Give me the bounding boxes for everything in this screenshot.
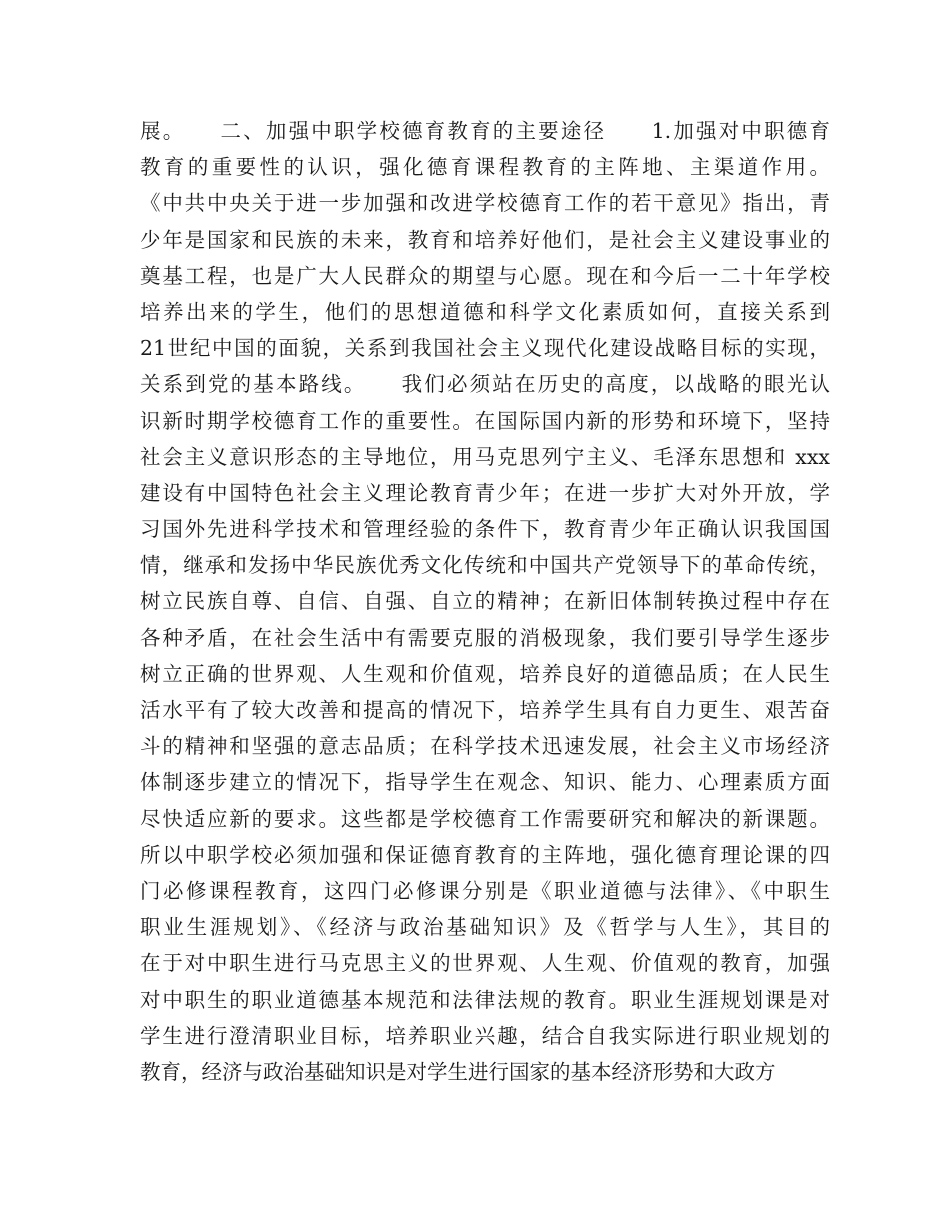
text-line: 所以中职学校必须加强和保证德育教育的主阵地，强化德育理论课的四 bbox=[140, 842, 830, 867]
text-line: 职业生涯规划》、《经济与政治基础知识》及《哲学与人生》，其目的 bbox=[140, 915, 830, 940]
text-line: 学生进行澄清职业目标，培养职业兴趣，结合自我实际进行职业规划的 bbox=[140, 1023, 830, 1048]
text-line: 21世纪中国的面貌，关系到我国社会主义现代化建设战略目标的实现， bbox=[140, 336, 830, 361]
text-line: 关系到党的基本路线。 我们必须站在历史的高度，以战略的眼光认 bbox=[140, 372, 830, 397]
text-line: 教育，经济与政治基础知识是对学生进行国家的基本经济形势和大政方 bbox=[140, 1059, 776, 1084]
text-line: 门必修课程教育，这四门必修课分别是《职业道德与法律》、《中职生 bbox=[140, 878, 830, 903]
text-line: 少年是国家和民族的未来，教育和培养好他们，是社会主义建设事业的 bbox=[140, 227, 830, 252]
text-line: 建设有中国特色社会主义理论教育青少年；在进一步扩大对外开放，学 bbox=[140, 480, 830, 505]
text-line: 体制逐步建立的情况下，指导学生在观念、知识、能力、心理素质方面 bbox=[140, 770, 830, 795]
text-line: 活水平有了较大改善和提高的情况下，培养学生具有自力更生、艰苦奋 bbox=[140, 698, 830, 722]
text-line: 在于对中职生进行马克思主义的世界观、人生观、价值观的教育，加强 bbox=[140, 951, 830, 976]
text-line: 识新时期学校德育工作的重要性。在国际国内新的形势和环境下，坚持 bbox=[140, 408, 830, 433]
text-line: 树立正确的世界观、人生观和价值观，培养良好的道德品质；在人民生 bbox=[140, 661, 830, 686]
body-text bbox=[140, 113, 830, 1090]
text-line: 社会主义意识形态的主导地位，用马克思列宁主义、毛泽东思想和 xxx bbox=[140, 444, 830, 469]
text-line: 习国外先进科学技术和管理经验的条件下，教育青少年正确认识我国国 bbox=[140, 517, 830, 542]
text-line: 奠基工程，也是广大人民群众的期望与心愿。现在和今后一二十年学校 bbox=[140, 263, 830, 288]
text-line: 《中共中央关于进一步加强和改进学校德育工作的若干意见》指出，青 bbox=[140, 191, 830, 216]
text-line: 斗的精神和坚强的意志品质；在科学技术迅速发展，社会主义市场经济 bbox=[140, 734, 830, 759]
text-line: 情，继承和发扬中华民族优秀文化传统和中国共产党领导下的革命传统， bbox=[140, 553, 830, 578]
text-line: 各种矛盾，在社会生活中有需要克服的消极现象，我们要引导学生逐步 bbox=[140, 625, 830, 650]
text-line: 对中职生的职业道德基本规范和法律法规的教育。职业生涯规划课是对 bbox=[140, 987, 830, 1012]
text-line: 教育的重要性的认识，强化德育课程教育的主阵地、主渠道作用。 bbox=[140, 155, 830, 180]
text-line: 树立民族自尊、自信、自强、自立的精神；在新旧体制转换过程中存在 bbox=[140, 589, 830, 614]
text-line: 尽快适应新的要求。这些都是学校德育工作需要研究和解决的新课题。 bbox=[140, 806, 830, 831]
text-line: 培养出来的学生，他们的思想道德和科学文化素质如何，直接关系到 bbox=[140, 299, 830, 324]
text-line: 展。 二、加强中职学校德育教育的主要途径 1.加强对中职德育 bbox=[140, 119, 830, 143]
